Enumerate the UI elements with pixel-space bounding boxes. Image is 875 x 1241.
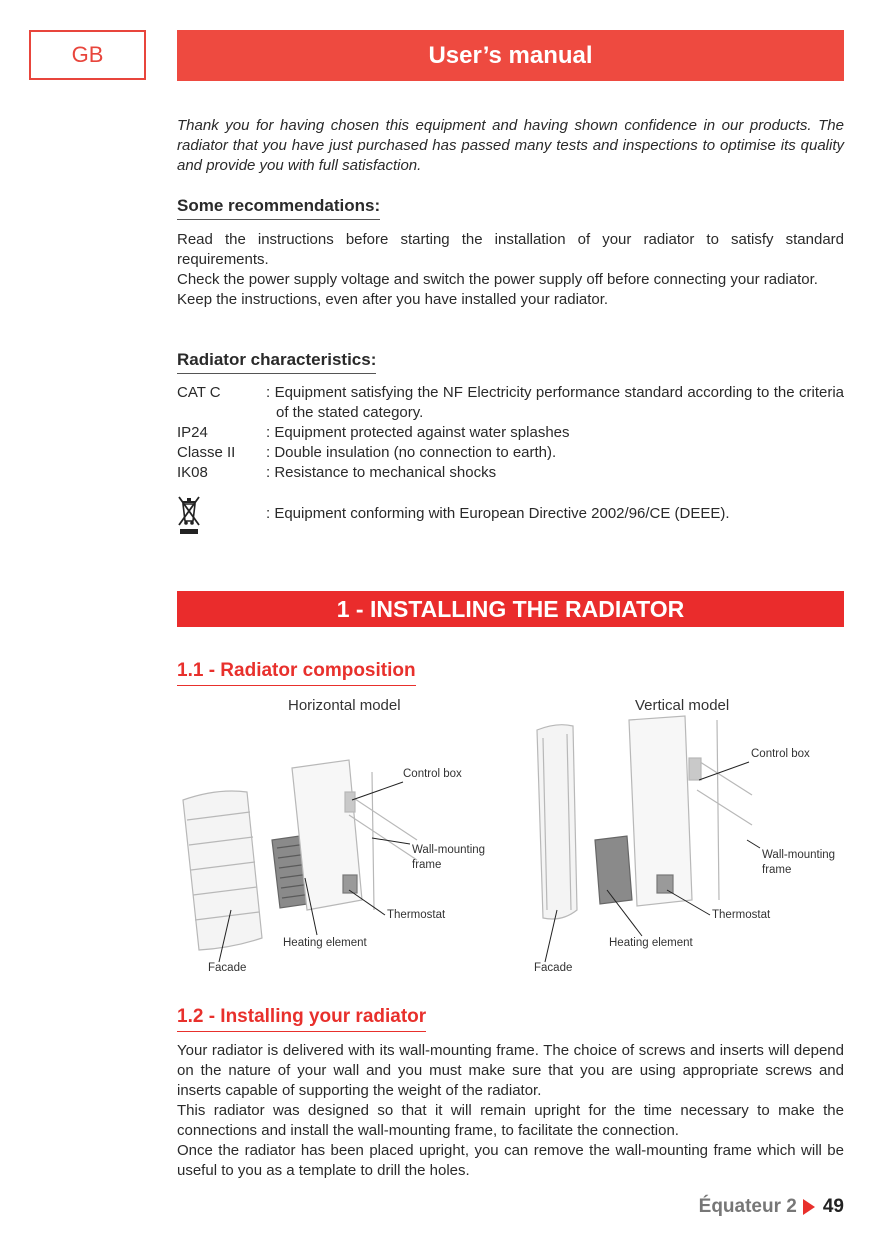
- installing-heading: 1.2 - Installing your radiator: [177, 1006, 426, 1032]
- recommendation-item: Check the power supply voltage and switch the power supply off before connecting your radiator.: [177, 271, 818, 288]
- label-facade-vertical: Facade: [534, 962, 573, 974]
- char-desc: : Equipment satisfying the NF Electricity performance standard according to the criteria of the stated category.: [266, 384, 844, 421]
- characteristics-table: [177, 383, 844, 535]
- char-row: [177, 423, 844, 443]
- char-code: IK08: [177, 464, 208, 481]
- label-heating-element-vertical: Heating element: [609, 937, 693, 949]
- char-code: Classe II: [177, 444, 236, 461]
- label-heating-element-horizontal: Heating element: [283, 937, 367, 949]
- char-row: [177, 443, 844, 463]
- char-desc-weee: : Equipment conforming with European Directive 2002/96/CE (DEEE).: [266, 505, 730, 522]
- installing-text: [177, 1041, 844, 1181]
- section-title: 1 - INSTALLING THE RADIATOR: [177, 591, 844, 627]
- page-number: 49: [822, 1196, 844, 1217]
- installing-paragraph: Your radiator is delivered with its wall-mounting frame. The choice of screws and inserts will depend on the nature of your wall and you must make sure that you are using appropriate screws and inserts capable of supporting the weight of the radiator.: [177, 1042, 844, 1099]
- char-desc: : Resistance to mechanical shocks: [266, 464, 497, 481]
- product-name: Équateur 2: [698, 1196, 797, 1217]
- label-wall-frame-vertical: Wall-mounting frame: [762, 849, 836, 876]
- weee-row: [177, 493, 844, 535]
- char-desc: : Equipment protected against water splashes: [266, 424, 570, 441]
- recommendation-item: Read the instructions before starting the installation of your radiator to satisfy standard requirements.: [177, 231, 844, 268]
- label-control-box-vertical: Control box: [751, 748, 810, 760]
- weee-bin-icon: [177, 493, 266, 535]
- vertical-model-title: Vertical model: [635, 697, 730, 714]
- intro-text: Thank you for having chosen this equipment and having shown confidence in our products. The radiator that you have just purchased has passed many tests and inspections to optimise its quality and provide you with full satisfaction.: [177, 117, 844, 174]
- char-code: CAT C: [177, 384, 221, 401]
- char-code: IP24: [177, 424, 208, 441]
- char-desc: : Double insulation (no connection to earth).: [266, 444, 557, 461]
- installing-paragraph: This radiator was designed so that it will remain upright for the time necessary to make the connections and install the wall-mounting frame, to facilitate the connection.: [177, 1102, 844, 1139]
- characteristics-heading: Radiator characteristics:: [177, 350, 376, 374]
- label-facade-horizontal: Facade: [208, 962, 247, 974]
- composition-heading: 1.1 - Radiator composition: [177, 660, 416, 686]
- recommendations-heading: Some recommendations:: [177, 196, 380, 220]
- language-badge: GB: [29, 30, 146, 80]
- page-title: User’s manual: [177, 30, 844, 81]
- char-row: [177, 383, 844, 423]
- play-arrow-icon: [803, 1199, 815, 1215]
- label-wall-frame-horizontal: Wall-mounting frame: [412, 844, 486, 871]
- label-control-box-horizontal: Control box: [403, 768, 462, 780]
- page-footer: [699, 1196, 844, 1218]
- horizontal-model-title: Horizontal model: [288, 697, 401, 714]
- installing-paragraph: Once the radiator has been placed upright, you can remove the wall-mounting frame which will be useful to you as a template to drill the holes.: [177, 1142, 844, 1179]
- label-thermostat-vertical: Thermostat: [712, 909, 771, 921]
- char-row: [177, 463, 844, 483]
- recommendation-item: Keep the instructions, even after you have installed your radiator.: [177, 291, 609, 308]
- recommendations-list: [177, 230, 844, 310]
- label-thermostat-horizontal: Thermostat: [387, 909, 446, 921]
